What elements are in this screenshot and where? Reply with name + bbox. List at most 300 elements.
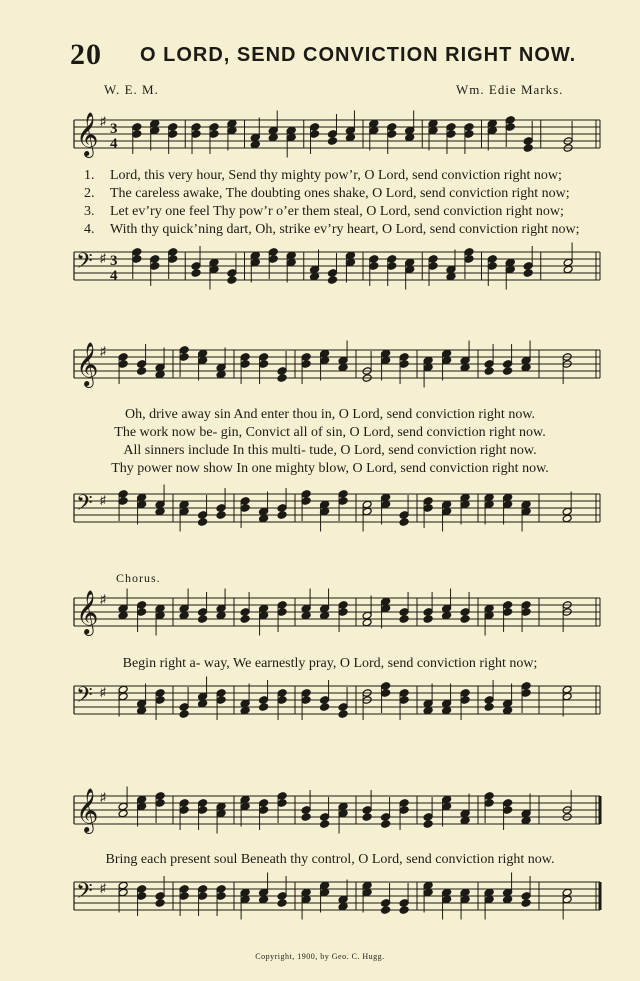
notehead <box>405 126 415 135</box>
notehead <box>268 255 278 264</box>
notehead <box>277 799 287 808</box>
verse-1-line-2: Oh, drive away sin And enter thou in, O Lord, send conviction right now. <box>124 407 536 422</box>
notehead <box>460 888 470 897</box>
notehead <box>338 802 348 811</box>
notehead <box>301 813 311 822</box>
notehead <box>198 356 208 365</box>
notehead <box>259 888 269 897</box>
notehead <box>484 360 494 369</box>
notehead <box>338 497 348 506</box>
notehead <box>446 265 456 274</box>
notehead <box>277 892 287 901</box>
notehead <box>381 356 391 365</box>
notehead <box>227 119 237 128</box>
notehead <box>562 895 572 904</box>
notehead <box>345 126 355 135</box>
sharp-icon: ♯ <box>100 592 106 606</box>
notehead <box>503 706 513 715</box>
notehead <box>484 493 494 502</box>
notehead <box>240 504 250 513</box>
notehead <box>523 269 533 278</box>
notehead <box>179 806 189 815</box>
notehead <box>118 611 128 620</box>
notehead <box>521 892 531 901</box>
notehead <box>460 809 470 818</box>
verse-2-line-2: The work now be- gin, Convict all of sin, O Lord, send conviction right now. <box>114 425 546 440</box>
notehead <box>446 130 456 139</box>
hymn-title: O LORD, SEND CONVICTION RIGHT NOW. <box>140 44 577 66</box>
notehead <box>446 123 456 132</box>
verse-1-line-1: 1. Lord, this very hour, Send thy mighty pow’r, O Lord, send conviction right now; <box>84 168 562 183</box>
notehead <box>503 500 513 509</box>
notehead <box>301 360 311 369</box>
treble-clef-icon: 𝄞 <box>76 590 99 634</box>
notehead <box>137 885 147 894</box>
notehead <box>277 689 287 698</box>
notehead <box>423 699 433 708</box>
notehead <box>562 888 572 897</box>
notehead <box>399 899 409 908</box>
notehead <box>240 795 250 804</box>
notehead <box>521 601 531 610</box>
notehead <box>381 820 391 829</box>
notehead <box>338 710 348 719</box>
notehead <box>362 507 372 516</box>
notehead <box>320 604 330 613</box>
staff-bass-2 <box>0 484 640 544</box>
notehead <box>118 802 128 811</box>
notehead <box>562 514 572 523</box>
chorus-line-1: Begin right a- way, We earnestly pray, O Lord, send conviction right now; <box>122 656 538 671</box>
notehead <box>118 360 128 369</box>
notehead <box>286 251 296 260</box>
notehead <box>562 685 572 694</box>
notehead <box>487 262 497 271</box>
notehead <box>428 262 438 271</box>
notehead <box>387 255 397 264</box>
notehead <box>240 699 250 708</box>
notehead <box>505 123 515 132</box>
notehead <box>505 116 515 125</box>
notehead <box>442 802 452 811</box>
notehead <box>460 689 470 698</box>
notehead <box>423 356 433 365</box>
notehead <box>505 258 515 267</box>
notehead <box>503 888 513 897</box>
notehead <box>268 133 278 142</box>
verse-4-line-2: Thy power now show In one mighty blow, O Lord, send conviction right now. <box>111 461 549 476</box>
notehead <box>132 248 142 257</box>
sharp-icon: ♯ <box>100 493 106 507</box>
notehead <box>362 618 372 627</box>
staff-bass-4 <box>0 872 640 932</box>
notehead <box>503 367 513 376</box>
notehead <box>168 248 178 257</box>
notehead <box>137 360 147 369</box>
notehead <box>460 895 470 904</box>
notehead <box>521 363 531 372</box>
notehead <box>442 500 452 509</box>
sharp-icon: ♯ <box>100 251 106 265</box>
notehead <box>259 895 269 904</box>
notehead <box>338 356 348 365</box>
notehead <box>179 611 189 620</box>
notehead <box>446 272 456 281</box>
notehead <box>442 349 452 358</box>
notehead <box>301 497 311 506</box>
notehead <box>423 706 433 715</box>
bass-clef-icon: 𝄢 <box>76 491 93 521</box>
notehead <box>521 507 531 516</box>
notehead <box>216 892 226 901</box>
notehead <box>132 123 142 132</box>
notehead <box>198 799 208 808</box>
notehead <box>484 895 494 904</box>
notehead <box>137 795 147 804</box>
notehead <box>320 881 330 890</box>
notehead <box>137 802 147 811</box>
notehead <box>399 799 409 808</box>
notehead <box>381 604 391 613</box>
notehead <box>381 493 391 502</box>
notehead <box>198 608 208 617</box>
notehead <box>338 601 348 610</box>
notehead <box>428 119 438 128</box>
notehead <box>369 126 379 135</box>
notehead <box>381 682 391 691</box>
notehead <box>320 888 330 897</box>
notehead <box>227 269 237 278</box>
staff-treble-1 <box>0 110 640 170</box>
notehead <box>216 604 226 613</box>
notehead <box>155 604 165 613</box>
notehead <box>155 500 165 509</box>
notehead <box>484 500 494 509</box>
notehead <box>240 802 250 811</box>
notehead <box>399 511 409 520</box>
notehead <box>503 699 513 708</box>
notehead <box>277 899 287 908</box>
notehead <box>209 130 219 139</box>
notehead <box>320 703 330 712</box>
notehead <box>399 360 409 369</box>
time-signature-top: 3 <box>110 253 118 269</box>
notehead <box>277 511 287 520</box>
staff-treble-2 <box>0 340 640 400</box>
notehead <box>381 597 391 606</box>
notehead <box>191 269 201 278</box>
notehead <box>118 692 128 701</box>
notehead <box>259 353 269 362</box>
notehead <box>523 262 533 271</box>
notehead <box>209 123 219 132</box>
notehead <box>259 611 269 620</box>
notehead <box>460 696 470 705</box>
notehead <box>362 813 372 822</box>
notehead <box>320 611 330 620</box>
notehead <box>168 123 178 132</box>
notehead <box>155 363 165 372</box>
verse-2-line-1: 2. The careless awake, The doubting ones shake, O Lord, send conviction right now; <box>84 186 570 201</box>
notehead <box>338 608 348 617</box>
bass-clef-icon: 𝄢 <box>76 879 93 909</box>
notehead <box>198 806 208 815</box>
notehead <box>240 615 250 624</box>
notehead <box>310 265 320 274</box>
notehead <box>423 497 433 506</box>
notehead <box>259 799 269 808</box>
notehead <box>132 130 142 139</box>
notehead <box>277 792 287 801</box>
notehead <box>216 802 226 811</box>
notehead <box>328 130 338 139</box>
notehead <box>179 353 189 362</box>
notehead <box>155 611 165 620</box>
verse-4-line-1: 4. With thy quick’ning dart, Oh, strike ev’ry heart, O Lord, send conviction right now; <box>84 222 580 237</box>
notehead <box>320 356 330 365</box>
notehead <box>240 895 250 904</box>
staff-bass-1 <box>0 242 640 302</box>
notehead <box>277 601 287 610</box>
notehead <box>155 696 165 705</box>
notehead <box>338 363 348 372</box>
notehead <box>464 248 474 257</box>
notehead <box>277 367 287 376</box>
notehead <box>362 888 372 897</box>
notehead <box>399 518 409 527</box>
notehead <box>362 500 372 509</box>
notehead <box>155 792 165 801</box>
notehead <box>118 809 128 818</box>
notehead <box>259 696 269 705</box>
notehead <box>503 806 513 815</box>
notehead <box>301 806 311 815</box>
notehead <box>301 490 311 499</box>
notehead <box>301 604 311 613</box>
notehead <box>179 500 189 509</box>
notehead <box>168 130 178 139</box>
notehead <box>259 507 269 516</box>
notehead <box>216 885 226 894</box>
notehead <box>137 500 147 509</box>
notehead <box>484 604 494 613</box>
notehead <box>423 881 433 890</box>
staff-bass-3 <box>0 676 640 736</box>
notehead <box>286 133 296 142</box>
notehead <box>240 497 250 506</box>
bass-clef-icon: 𝄢 <box>76 249 93 279</box>
notehead <box>250 140 260 149</box>
notehead <box>423 608 433 617</box>
notehead <box>179 892 189 901</box>
notehead <box>362 611 372 620</box>
notehead <box>423 820 433 829</box>
notehead <box>301 888 311 897</box>
notehead <box>310 272 320 281</box>
notehead <box>460 500 470 509</box>
notehead <box>399 696 409 705</box>
notehead <box>460 816 470 825</box>
notehead <box>310 123 320 132</box>
notehead <box>563 265 573 274</box>
notehead <box>301 895 311 904</box>
notehead <box>487 255 497 264</box>
notehead <box>216 611 226 620</box>
sharp-icon: ♯ <box>100 685 106 699</box>
notehead <box>484 792 494 801</box>
notehead <box>179 507 189 516</box>
notehead <box>405 258 415 267</box>
chorus-line-2: Bring each present soul Beneath thy control, O Lord, send conviction right now. <box>105 852 555 867</box>
notehead <box>155 689 165 698</box>
notehead <box>487 126 497 135</box>
notehead <box>227 126 237 135</box>
notehead <box>216 809 226 818</box>
notehead <box>460 356 470 365</box>
notehead <box>240 706 250 715</box>
notehead <box>179 346 189 355</box>
notehead <box>320 696 330 705</box>
staff-treble-4 <box>0 786 640 846</box>
notehead <box>191 130 201 139</box>
notehead <box>505 265 515 274</box>
notehead <box>460 493 470 502</box>
notehead <box>338 895 348 904</box>
notehead <box>345 133 355 142</box>
chorus-label: Chorus. <box>116 571 161 585</box>
notehead <box>179 885 189 894</box>
notehead <box>460 615 470 624</box>
notehead <box>338 703 348 712</box>
notehead <box>301 696 311 705</box>
notehead <box>328 276 338 285</box>
notehead <box>250 251 260 260</box>
notehead <box>503 608 513 617</box>
notehead <box>179 703 189 712</box>
sharp-icon: ♯ <box>100 344 106 358</box>
notehead <box>562 507 572 516</box>
notehead <box>423 888 433 897</box>
notehead <box>460 363 470 372</box>
notehead <box>464 130 474 139</box>
notehead <box>503 493 513 502</box>
notehead <box>399 608 409 617</box>
notehead <box>216 511 226 520</box>
notehead <box>405 133 415 142</box>
time-signature-top: 3 <box>110 121 118 137</box>
notehead <box>179 799 189 808</box>
notehead <box>442 507 452 516</box>
treble-clef-icon: 𝄞 <box>76 112 99 156</box>
notehead <box>301 689 311 698</box>
notehead <box>563 258 573 267</box>
notehead <box>464 255 474 264</box>
notehead <box>423 504 433 513</box>
notehead <box>362 806 372 815</box>
notehead <box>399 353 409 362</box>
notehead <box>155 899 165 908</box>
notehead <box>369 119 379 128</box>
notehead <box>137 367 147 376</box>
notehead <box>381 689 391 698</box>
notehead <box>286 126 296 135</box>
notehead <box>428 126 438 135</box>
notehead <box>521 608 531 617</box>
notehead <box>562 692 572 701</box>
notehead <box>137 892 147 901</box>
sharp-icon: ♯ <box>100 881 106 895</box>
notehead <box>320 507 330 516</box>
notehead <box>137 699 147 708</box>
notehead <box>428 255 438 264</box>
notehead <box>216 504 226 513</box>
verse-3-line-2: All sinners include In this multi- tude, O Lord, send conviction right now. <box>123 443 537 458</box>
notehead <box>310 130 320 139</box>
notehead <box>277 608 287 617</box>
notehead <box>277 504 287 513</box>
notehead <box>227 276 237 285</box>
notehead <box>137 601 147 610</box>
treble-clef-icon: 𝄞 <box>76 342 99 386</box>
notehead <box>521 500 531 509</box>
notehead <box>442 895 452 904</box>
notehead <box>484 611 494 620</box>
notehead <box>345 258 355 267</box>
notehead <box>150 126 160 135</box>
notehead <box>362 881 372 890</box>
notehead <box>369 262 379 271</box>
notehead <box>320 820 330 829</box>
bass-clef-icon: 𝄢 <box>76 683 93 713</box>
notehead <box>399 906 409 915</box>
notehead <box>198 892 208 901</box>
notehead <box>198 349 208 358</box>
notehead <box>198 699 208 708</box>
notehead <box>387 130 397 139</box>
notehead <box>328 269 338 278</box>
notehead <box>259 604 269 613</box>
notehead <box>423 363 433 372</box>
notehead <box>268 126 278 135</box>
notehead <box>503 601 513 610</box>
notehead <box>198 615 208 624</box>
notehead <box>320 349 330 358</box>
sharp-icon: ♯ <box>100 114 106 128</box>
notehead <box>484 799 494 808</box>
notehead <box>277 696 287 705</box>
notehead <box>442 699 452 708</box>
notehead <box>137 706 147 715</box>
notehead <box>268 248 278 257</box>
notehead <box>381 349 391 358</box>
composer-credit: Wm. Edie Marks. <box>456 82 564 97</box>
notehead <box>179 604 189 613</box>
notehead <box>137 493 147 502</box>
notehead <box>150 255 160 264</box>
notehead <box>179 710 189 719</box>
notehead <box>442 795 452 804</box>
treble-clef-icon: 𝄞 <box>76 788 99 832</box>
notehead <box>155 799 165 808</box>
notehead <box>338 902 348 911</box>
notehead <box>442 356 452 365</box>
sharp-icon: ♯ <box>100 790 106 804</box>
notehead <box>521 356 531 365</box>
verse-3-line-1: 3. Let ev’ry one feel Thy pow’r o’er them steal, O Lord, send conviction right now; <box>84 204 564 219</box>
notehead <box>521 689 531 698</box>
notehead <box>484 367 494 376</box>
notehead <box>216 696 226 705</box>
